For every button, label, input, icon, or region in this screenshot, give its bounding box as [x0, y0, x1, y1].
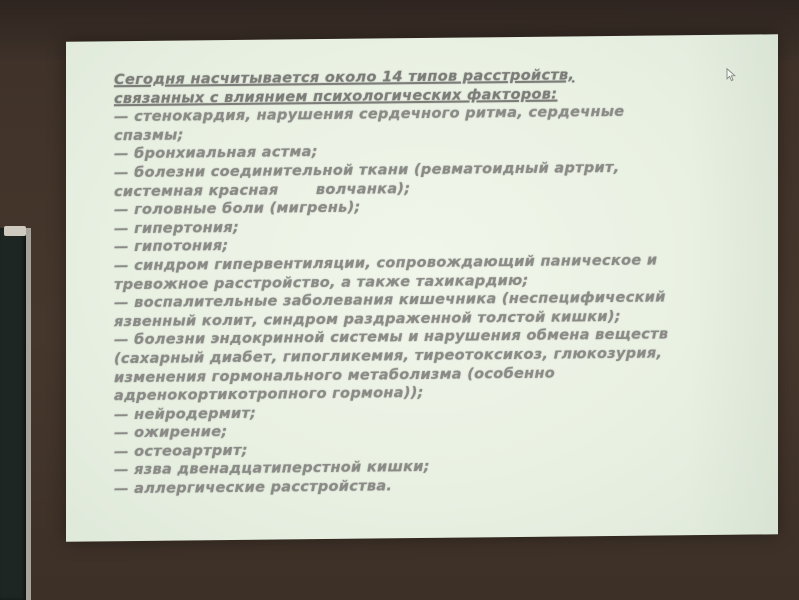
slide-line: изменения гормонального метаболизма (особенно [114, 365, 556, 386]
slide-line: — болезни эндокринной системы и нарушения обмена веществ [114, 326, 669, 349]
chalkboard-clip [4, 226, 26, 236]
slide-line: — аллергические расстройства. [114, 478, 393, 498]
slide-line: — синдром гипервентиляции, сопровождающий паническое и [114, 252, 658, 275]
slide-line: спазмы; [114, 127, 184, 145]
slide-heading-line-1: Сегодня насчитывается около 14 типов расстройств, [114, 67, 575, 89]
slide-line: — воспалительные заболевания кишечника (неспецифический [114, 289, 666, 312]
slide-text [114, 65, 734, 499]
projection-screen [66, 34, 778, 541]
slide-line: системная красная волчанка); [114, 180, 411, 200]
slide-line: — ожирение; [114, 424, 228, 442]
slide-line: — язва двенадцатиперстной кишки; [114, 459, 430, 479]
slide-line: — гипотония; [114, 238, 229, 256]
slide-line: тревожное расстройство, а также тахикардию; [114, 272, 529, 293]
slide-line: — гипертония; [114, 219, 240, 237]
slide-line: (сахарный диабет, гипогликемия, тиреотоксикоз, глюкозурия, [114, 345, 663, 368]
slide-line: — болезни соединительной ткани (ревматоидный артрит, [114, 159, 620, 182]
slide-line: адренокортикотропного гормона)); [114, 385, 424, 405]
slide-line: — нейродермит; [114, 405, 257, 423]
slide-line: — остеоартрит; [114, 442, 248, 461]
slide-line: язвенный колит, синдром раздраженной толстой кишки); [114, 308, 621, 330]
slide-line: — бронхиальная астма; [114, 144, 318, 163]
slide-heading-line-2: связанных с влиянием психологических факторов: [114, 86, 558, 107]
chalkboard [0, 228, 31, 600]
mouse-cursor-icon [726, 68, 736, 82]
slide-line: — стенокардия, нарушения сердечного ритма, сердечные [114, 104, 625, 126]
slide-line: — головные боли (мигрень); [114, 199, 361, 219]
